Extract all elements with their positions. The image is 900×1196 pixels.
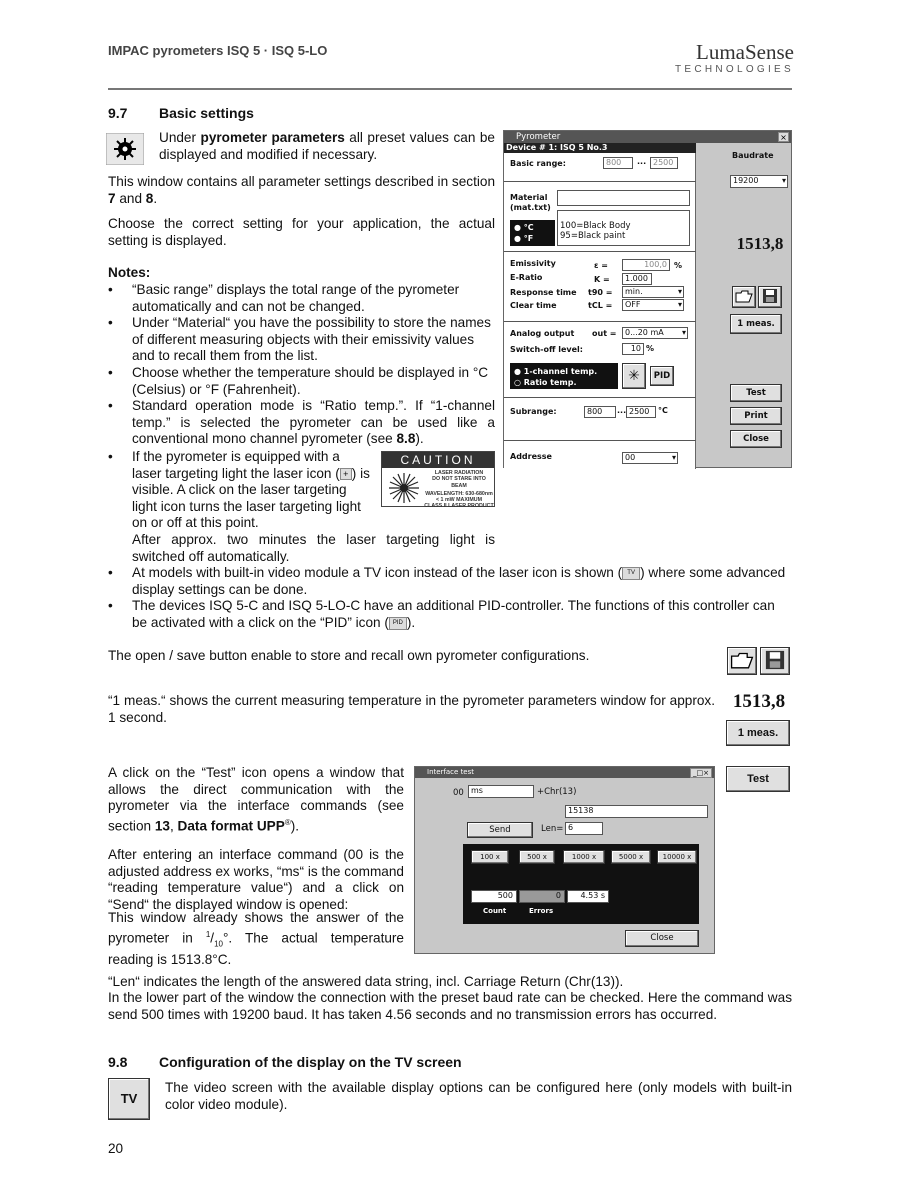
address-value: 00 <box>453 788 464 798</box>
count-field: 500 <box>471 890 517 903</box>
clear-time-symbol: tCL = <box>588 301 613 310</box>
notes-list-models <box>108 565 792 631</box>
laser-icon: ✳ <box>628 368 640 384</box>
notes-list <box>108 282 495 448</box>
subrange-to-input[interactable]: 2500 <box>626 406 656 418</box>
switch-off-level-label: Switch-off level: <box>510 345 583 354</box>
pyrometer-window-titlebar: Pyrometer × <box>504 131 791 143</box>
material-file-label: (mat.txt) <box>510 203 551 212</box>
basic-range-to: 2500 <box>650 157 678 169</box>
emissivity-label: Emissivity <box>510 259 556 268</box>
emissivity-input[interactable]: 100,0 <box>622 259 670 271</box>
len-paragraph: “Len“ indicates the length of the answered data string, incl. Carriage Return (Chr(13)). <box>108 974 624 989</box>
separator <box>504 440 696 441</box>
subrange-unit: °C <box>658 406 668 415</box>
count-label: Count <box>483 907 507 915</box>
errors-field: 0 <box>519 890 565 903</box>
test-button[interactable]: Test <box>730 384 782 402</box>
save-button[interactable] <box>758 286 782 308</box>
material-list-item[interactable]: 95=Black paint <box>560 231 626 241</box>
header-rule <box>108 88 792 90</box>
note-units: • Choose whether the temperature should be displayed in °C (Celsius) or °F (Fahrenheit). <box>108 365 495 398</box>
baudrate-label: Baudrate <box>732 151 774 160</box>
window-close-icon[interactable]: × <box>778 132 789 142</box>
pid-icon: PID <box>389 617 407 630</box>
baud-check-paragraph: In the lower part of the window the connection with the preset baud rate can be checked. Here the command was send 500 times with 19200 baud. It has taken 4.56 seconds and no transmission errors has occurred. <box>108 990 792 1022</box>
note-pid: • The devices ISQ 5-C and ISQ 5-LO-C have an additional PID-controller. The functions of this controller can be activated with a click on the “PID” icon ( PID ). <box>108 598 792 631</box>
temperature-display-large: 1513,8 <box>732 691 786 712</box>
separator <box>504 397 696 398</box>
switch-off-level-input[interactable]: 10 <box>622 343 644 355</box>
subrange-sep: ··· <box>617 408 627 417</box>
test-button-large[interactable]: Test <box>726 766 790 792</box>
clear-time-label: Clear time <box>510 301 557 310</box>
len-field: 6 <box>565 822 603 835</box>
chevron-down-icon[interactable]: ▾ <box>781 176 786 185</box>
note-mode: • Standard operation mode is “Ratio temp.”. If “1-channel temp.” is selected the pyrometer can be used like a conventional mono channel pyrometer (see 8.8). <box>108 398 495 448</box>
tv-icon: TV <box>622 567 640 580</box>
chevron-down-icon[interactable]: ▾ <box>671 453 676 462</box>
section-title-basic-settings: Basic settings <box>159 105 254 121</box>
floppy-save-icon <box>760 287 780 305</box>
laser-caution-label <box>381 451 495 510</box>
page-number: 20 <box>108 1141 124 1156</box>
response-time-label: Response time <box>510 288 577 297</box>
logo-sub-text: TECHNOLOGIES <box>674 64 794 75</box>
emissivity-symbol: ε = <box>594 261 608 270</box>
floppy-save-icon <box>762 648 788 672</box>
interface-close-button[interactable]: Close <box>625 930 699 947</box>
subrange-from-input[interactable]: 800 <box>584 406 616 418</box>
laser-button[interactable] <box>622 363 646 389</box>
unit-celsius-radio[interactable]: ● °C <box>514 223 534 232</box>
intro-paragraph: Under pyrometer parameters all preset values can be displayed and modified if necessary. <box>159 130 495 162</box>
laser-starburst-icon <box>388 472 420 504</box>
print-button[interactable]: Print <box>730 407 782 425</box>
chevron-down-icon[interactable]: ▾ <box>677 287 682 296</box>
eratio-input[interactable]: 1.000 <box>622 273 652 285</box>
eratio-symbol: K = <box>594 275 610 284</box>
open-button-large[interactable] <box>727 647 757 675</box>
repeat-100-button[interactable]: 100 x <box>471 850 509 864</box>
switch-off-level-unit: % <box>646 344 655 353</box>
duration-field: 4.53 s <box>567 890 609 903</box>
basic-range-from: 800 <box>603 157 633 169</box>
tv-button[interactable]: TV <box>108 1078 150 1120</box>
note-material: • Under “Material“ you have the possibility to store the names of different measuring objects with their emissivity values and to recall them from the list. <box>108 315 495 365</box>
response-time-symbol: t90 = <box>588 288 613 297</box>
repeat-10000-button[interactable]: 10000 x <box>657 850 697 864</box>
separator <box>504 251 696 252</box>
separator <box>504 181 696 182</box>
section-number-9-8: 9.8 <box>108 1054 128 1070</box>
analog-output-select[interactable]: 0...20 mA ▾ <box>622 327 688 339</box>
command-suffix: +Chr(13) <box>537 787 577 797</box>
command-input[interactable]: ms <box>468 785 534 798</box>
repeat-1000-button[interactable]: 1000 x <box>563 850 605 864</box>
window-contents-paragraph: This window contains all parameter settings described in section 7 and 8. <box>108 174 495 206</box>
errors-label: Errors <box>529 907 554 915</box>
device-label: Device # 1: ISQ 5 No.3 <box>504 143 696 153</box>
analog-output-label: Analog output <box>510 329 575 338</box>
len-label: Len= <box>541 824 564 834</box>
subrange-label: Subrange: <box>510 407 557 416</box>
pid-button[interactable]: PID <box>650 366 674 386</box>
separator <box>504 321 696 322</box>
temperature-display: 1513,8 <box>736 234 784 253</box>
section-title-tv-display: Configuration of the display on the TV screen <box>159 1054 462 1070</box>
tv-paragraph: The video screen with the available display options can be configured here (only models with built-in color video module). <box>165 1080 792 1112</box>
folder-open-icon <box>729 648 755 672</box>
address-label: Addresse <box>510 452 552 461</box>
basic-range-sep: ··· <box>637 159 647 168</box>
material-list-item[interactable]: 100=Black Body <box>560 221 631 231</box>
basic-range-label: Basic range: <box>510 159 566 168</box>
pyrometer-window <box>503 130 792 468</box>
document-header-title: IMPAC pyrometers ISQ 5 · ISQ 5-LO <box>108 43 328 58</box>
eratio-label: E-Ratio <box>510 273 543 282</box>
repeat-5000-button[interactable]: 5000 x <box>611 850 651 864</box>
one-measurement-button[interactable]: 1 meas. <box>730 314 782 334</box>
mode-1-channel-radio[interactable]: ● 1-channel temp. <box>514 367 598 376</box>
open-button[interactable] <box>732 286 756 308</box>
interface-test-window <box>414 766 715 954</box>
answer-paragraph: This window already shows the answer of the pyrometer in $^1/_{10}^\circ$. The actual temperature reading is 1513.8°C. <box>108 910 404 968</box>
one-measurement-button-large[interactable]: 1 meas. <box>726 720 790 746</box>
note-laser: • If the pyrometer is equipped with a laser targeting light the laser icon ( + ) is visible. A click on the laser targeting light icon turns the laser targeting light on or off at this point. After approx. two minutes the laser targeting light is switched off automatically. <box>108 449 495 565</box>
unit-selector[interactable] <box>510 220 555 246</box>
choose-setting-paragraph: Choose the correct setting for your application, the actual setting is displayed. <box>108 216 495 248</box>
lumasense-logo <box>662 40 794 76</box>
unit-fahrenheit-radio[interactable]: ● °F <box>514 234 534 243</box>
material-label: Material <box>510 193 548 202</box>
window-controls-icon[interactable]: _□× <box>690 768 712 778</box>
material-input[interactable] <box>557 190 690 206</box>
test-paragraph: A click on the “Test” icon opens a window that allows the direct communication with the pyrometer via the interface commands (see section 13, Data format UPP®). <box>108 765 404 834</box>
open-save-paragraph: The open / save button enable to store and recall own pyrometer configurations. <box>108 648 590 663</box>
pyrometer-parameters-icon <box>106 133 144 165</box>
caution-title: CAUTION <box>382 452 494 468</box>
send-button[interactable]: Send <box>467 822 533 838</box>
notes-title: Notes: <box>108 265 151 280</box>
mode-selector[interactable] <box>510 363 618 389</box>
chevron-down-icon[interactable]: ▾ <box>681 328 686 337</box>
address-select[interactable]: 00 ▾ <box>622 452 678 464</box>
baudrate-select[interactable]: 19200 ▾ <box>730 175 788 188</box>
interface-window-titlebar: Interface test _□× <box>415 767 714 778</box>
folder-open-icon <box>734 287 754 305</box>
mode-ratio-radio[interactable]: ○ Ratio temp. <box>514 378 577 387</box>
interface-command-paragraph: After entering an interface command (00 is the adjusted address ex works, “ms“ is the command “reading temperature value“) and a click on “Send“ the displayed window is opened: <box>108 847 404 912</box>
baud-test-panel <box>463 844 699 924</box>
note-tv: • At models with built-in video module a TV icon instead of the laser icon is shown ( TV ) where some advanced display settings can be done. <box>108 565 792 598</box>
response-time-select[interactable]: min. ▾ <box>622 286 684 298</box>
answer-field: 15138 <box>565 805 708 818</box>
analog-output-symbol: out = <box>592 329 617 338</box>
parameters-panel <box>504 153 696 469</box>
clear-time-select[interactable]: OFF ▾ <box>622 299 684 311</box>
repeat-500-button[interactable]: 500 x <box>519 850 555 864</box>
close-button[interactable]: Close <box>730 430 782 448</box>
save-button-large[interactable] <box>760 647 790 675</box>
logo-main-text: LumaSense <box>696 40 794 64</box>
section-number-9-7: 9.7 <box>108 105 128 121</box>
laser-icon: + <box>340 468 352 480</box>
emissivity-unit: % <box>674 261 683 270</box>
material-list[interactable] <box>557 210 690 246</box>
caution-text: LASER RADIATION DO NOT STARE INTO BEAM WAVELENGTH: 630-680nm < 1 mW MAXIMUM CLASS II LASER PRODUCT <box>424 470 494 510</box>
note-laser-auto-off: After approx. two minutes the laser targeting light is switched off automatically. <box>132 531 495 564</box>
chevron-down-icon[interactable]: ▾ <box>677 300 682 309</box>
one-meas-paragraph: “1 meas.“ shows the current measuring temperature in the pyrometer parameters window for approx. 1 second. <box>108 693 715 725</box>
note-basic-range: • “Basic range” displays the total range of the pyrometer automatically and can not be changed. <box>108 282 495 315</box>
